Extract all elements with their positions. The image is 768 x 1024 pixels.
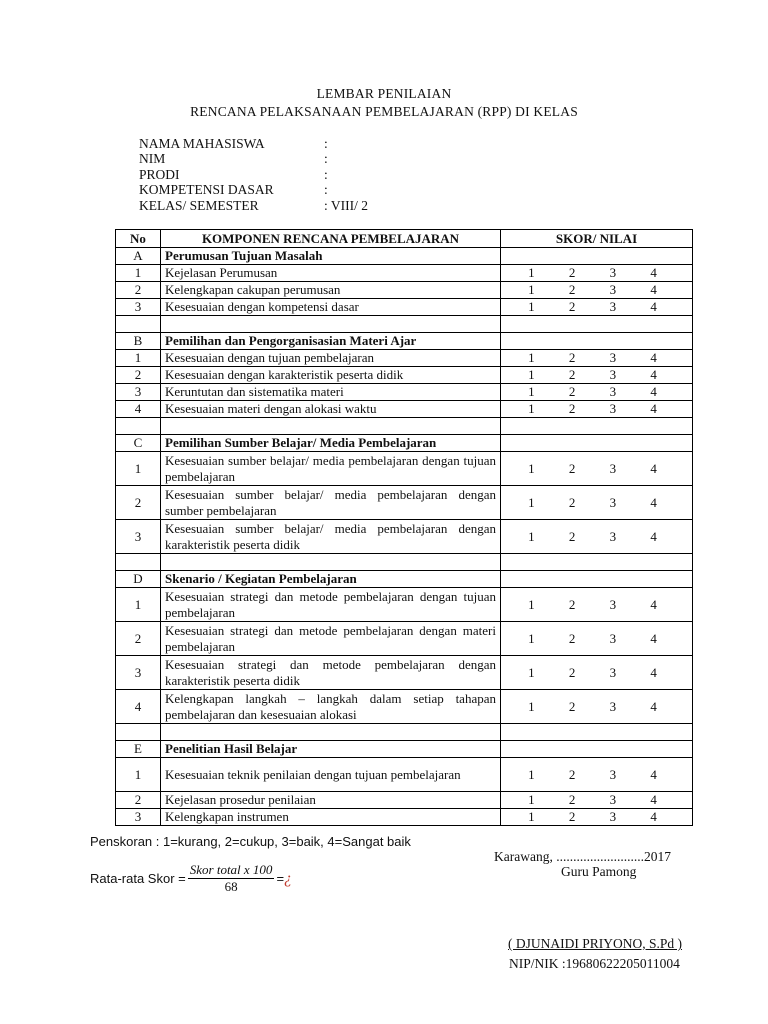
score-cell <box>501 299 693 316</box>
table-row <box>116 401 693 418</box>
row-number: 3 <box>116 809 161 826</box>
score-option[interactable]: 4 <box>650 766 657 782</box>
score-option[interactable]: 1 <box>528 664 535 680</box>
score-option[interactable]: 1 <box>528 698 535 714</box>
score-option[interactable]: 1 <box>528 809 535 824</box>
score-options <box>501 665 692 681</box>
score-option[interactable]: 1 <box>528 350 535 365</box>
blank-cell <box>501 316 693 333</box>
form-subtitle: RENCANA PELAKSANAAN PEMBELAJARAN (RPP) DI KELAS <box>190 104 578 119</box>
score-options <box>501 767 692 783</box>
score-option[interactable]: 2 <box>568 664 576 680</box>
row-number: 2 <box>116 486 161 520</box>
row-number: 1 <box>116 452 161 486</box>
form-title: LEMBAR PENILAIAN <box>316 86 452 101</box>
row-number: 1 <box>116 758 161 792</box>
table-row <box>116 622 693 656</box>
section-row <box>116 435 693 452</box>
score-option[interactable]: 4 <box>650 401 657 416</box>
score-option[interactable]: 1 <box>528 528 535 544</box>
score-options <box>501 529 692 545</box>
blank-cell <box>116 316 161 333</box>
score-option[interactable]: 4 <box>650 350 657 365</box>
student-info <box>139 136 368 213</box>
info-value: : <box>324 166 328 182</box>
score-option[interactable]: 4 <box>650 792 657 807</box>
score-cell <box>501 622 693 656</box>
score-option[interactable]: 4 <box>650 809 657 824</box>
score-option[interactable]: 4 <box>650 265 657 280</box>
score-option[interactable]: 2 <box>568 384 576 399</box>
score-option[interactable]: 2 <box>568 350 576 365</box>
score-options <box>501 282 692 298</box>
score-cell <box>501 452 693 486</box>
row-number: 2 <box>116 367 161 384</box>
score-cell <box>501 350 693 367</box>
info-label: KELAS/ SEMESTER <box>139 197 259 213</box>
table-row <box>116 690 693 724</box>
score-option[interactable]: 3 <box>609 766 617 782</box>
score-options <box>501 461 692 477</box>
score-option[interactable]: 2 <box>568 766 576 782</box>
formula-fraction <box>188 862 275 895</box>
table-row <box>116 656 693 690</box>
score-option[interactable]: 2 <box>568 698 576 714</box>
score-option[interactable]: 1 <box>528 630 535 646</box>
blank-cell <box>116 724 161 741</box>
score-option[interactable]: 2 <box>568 401 576 416</box>
score-option[interactable]: 2 <box>568 494 576 510</box>
score-option[interactable]: 1 <box>528 596 535 612</box>
table-row <box>116 758 693 792</box>
score-option[interactable]: 3 <box>609 401 617 416</box>
score-option[interactable]: 2 <box>568 299 576 314</box>
table-row <box>116 350 693 367</box>
score-option[interactable]: 3 <box>609 265 617 280</box>
score-option[interactable]: 3 <box>609 630 617 646</box>
score-option[interactable]: 2 <box>568 809 576 824</box>
score-option[interactable]: 1 <box>528 494 535 510</box>
component-text: Kesesuaian dengan kompetensi dasar <box>161 299 501 316</box>
average-score-label: Rata-rata Skor = <box>90 871 186 886</box>
score-option[interactable]: 4 <box>650 664 657 680</box>
info-value: : <box>324 182 328 198</box>
table-row <box>116 588 693 622</box>
section-title: Pemilihan dan Pengorganisasian Materi Ajar <box>161 333 501 350</box>
score-option[interactable]: 3 <box>609 792 617 807</box>
score-option[interactable]: 4 <box>650 596 657 612</box>
row-number: A <box>116 248 161 265</box>
component-text: Kesesuaian sumber belajar/ media pembelajaran dengan tujuan pembelajaran <box>161 452 501 486</box>
score-option[interactable]: 2 <box>568 792 576 807</box>
score-option[interactable]: 2 <box>568 460 576 476</box>
table-row <box>116 282 693 299</box>
section-row <box>116 248 693 265</box>
row-number: 3 <box>116 520 161 554</box>
row-number: 2 <box>116 792 161 809</box>
score-options <box>501 299 692 315</box>
score-option[interactable]: 3 <box>609 809 617 824</box>
score-cell <box>501 792 693 809</box>
score-option[interactable]: 1 <box>528 282 535 297</box>
component-text: Kesesuaian dengan karakteristik peserta didik <box>161 367 501 384</box>
info-label: NAMA MAHASISWA <box>139 136 265 151</box>
score-option[interactable]: 4 <box>650 384 657 399</box>
score-option[interactable]: 3 <box>609 367 617 382</box>
row-number: 2 <box>116 282 161 299</box>
blank-cell <box>501 554 693 571</box>
score-option[interactable]: 2 <box>568 282 576 297</box>
info-label: PRODI <box>139 166 180 182</box>
score-cell <box>501 282 693 299</box>
score-option[interactable]: 3 <box>609 460 617 476</box>
blank-cell <box>501 724 693 741</box>
row-number: 1 <box>116 588 161 622</box>
row-number: B <box>116 333 161 350</box>
score-option[interactable]: 4 <box>650 494 657 510</box>
table-row <box>116 299 693 316</box>
blank-cell <box>161 554 501 571</box>
section-row <box>116 571 693 588</box>
row-number: 3 <box>116 384 161 401</box>
table-row <box>116 792 693 809</box>
component-text: Kesesuaian dengan tujuan pembelajaran <box>161 350 501 367</box>
score-option[interactable]: 2 <box>568 367 576 382</box>
component-text: Kesesuaian strategi dan metode pembelajaran dengan tujuan pembelajaran <box>161 588 501 622</box>
score-option[interactable]: 4 <box>650 282 657 297</box>
score-option[interactable]: 1 <box>528 766 535 782</box>
score-option[interactable]: 3 <box>609 596 617 612</box>
score-options <box>501 265 692 281</box>
info-row <box>139 198 368 213</box>
score-option[interactable]: 4 <box>650 630 657 646</box>
table-row <box>116 809 693 826</box>
score-option[interactable]: 1 <box>528 792 535 807</box>
info-row <box>139 167 368 182</box>
row-number: 4 <box>116 690 161 724</box>
info-row <box>139 136 368 151</box>
section-title: Pemilihan Sumber Belajar/ Media Pembelajaran <box>161 435 501 452</box>
score-cell <box>501 520 693 554</box>
place-date: Karawang, ..........................2017 <box>494 849 671 864</box>
score-options <box>501 631 692 647</box>
formula-denominator: 68 <box>224 879 238 894</box>
component-text: Kejelasan Perumusan <box>161 265 501 282</box>
score-option[interactable]: 3 <box>609 528 617 544</box>
signer-nip: NIP/NIK :19680622205011004 <box>509 956 680 971</box>
header-score: SKOR/ NILAI <box>501 230 693 248</box>
score-cell <box>501 690 693 724</box>
score-cell <box>501 588 693 622</box>
blank-row <box>116 316 693 333</box>
info-label: KOMPETENSI DASAR <box>139 182 274 198</box>
score-option[interactable]: 4 <box>650 460 657 476</box>
score-option[interactable]: 3 <box>609 282 617 297</box>
signer-name: ( DJUNAIDI PRIYONO, S.Pd ) <box>508 936 683 951</box>
scoring-legend: Penskoran : 1=kurang, 2=cukup, 3=baik, 4=Sangat baik <box>90 834 411 849</box>
score-options <box>501 350 692 366</box>
formula-equals: = <box>276 871 285 886</box>
row-number: C <box>116 435 161 452</box>
score-cell <box>501 401 693 418</box>
score-cell <box>501 809 693 826</box>
score-options <box>501 367 692 383</box>
score-option[interactable]: 3 <box>609 350 617 365</box>
score-option[interactable]: 2 <box>568 596 576 612</box>
component-text: Kesesuaian strategi dan metode pembelajaran dengan karakteristik peserta didik <box>161 656 501 690</box>
component-text: Kelengkapan langkah – langkah dalam setiap tahapan pembelajaran dan kesesuaian alokasi <box>161 690 501 724</box>
blank-row <box>116 724 693 741</box>
score-option[interactable]: 3 <box>609 384 617 399</box>
average-score-formula <box>90 862 292 895</box>
score-option[interactable]: 3 <box>609 698 617 714</box>
component-text: Kesesuaian strategi dan metode pembelajaran dengan materi pembelajaran <box>161 622 501 656</box>
info-value: : <box>324 136 328 151</box>
table-row <box>116 265 693 282</box>
blank-cell <box>161 724 501 741</box>
row-number: 3 <box>116 656 161 690</box>
score-option[interactable]: 1 <box>528 401 535 416</box>
table-row <box>116 486 693 520</box>
header-component: KOMPONEN RENCANA PEMBELAJARAN <box>161 230 501 248</box>
table-header-row <box>116 230 693 248</box>
score-option[interactable]: 1 <box>528 367 535 382</box>
score-option[interactable]: 4 <box>650 528 657 544</box>
info-row <box>139 182 368 197</box>
score-cell <box>501 486 693 520</box>
row-number: 4 <box>116 401 161 418</box>
component-text: Kejelasan prosedur penilaian <box>161 792 501 809</box>
row-number: 2 <box>116 622 161 656</box>
section-title: Skenario / Kegiatan Pembelajaran <box>161 571 501 588</box>
formula-result: ¿ <box>284 869 293 887</box>
blank-cell <box>501 741 693 758</box>
table-row <box>116 384 693 401</box>
blank-row <box>116 554 693 571</box>
row-number: 1 <box>116 265 161 282</box>
score-options <box>501 384 692 400</box>
info-value: : <box>324 151 328 167</box>
assessment-table <box>115 229 693 826</box>
component-text: Kesesuaian sumber belajar/ media pembelajaran dengan sumber pembelajaran <box>161 486 501 520</box>
score-option[interactable]: 3 <box>609 494 617 510</box>
table-row <box>116 452 693 486</box>
score-cell <box>501 384 693 401</box>
score-option[interactable]: 4 <box>650 698 657 714</box>
section-title: Perumusan Tujuan Masalah <box>161 248 501 265</box>
score-option[interactable]: 4 <box>650 367 657 382</box>
blank-cell <box>161 418 501 435</box>
blank-cell <box>501 248 693 265</box>
section-row <box>116 333 693 350</box>
formula-numerator: Skor total x 100 <box>189 862 273 877</box>
score-cell <box>501 367 693 384</box>
info-row <box>139 151 368 166</box>
component-text: Kesesuaian teknik penilaian dengan tujuan pembelajaran <box>161 758 501 792</box>
score-option[interactable]: 4 <box>650 299 657 314</box>
row-number: 1 <box>116 350 161 367</box>
row-number: 3 <box>116 299 161 316</box>
score-option[interactable]: 3 <box>609 664 617 680</box>
blank-cell <box>116 418 161 435</box>
score-option[interactable]: 3 <box>609 299 617 314</box>
component-text: Kesesuaian materi dengan alokasi waktu <box>161 401 501 418</box>
section-title: Penelitian Hasil Belajar <box>161 741 501 758</box>
row-number: D <box>116 571 161 588</box>
blank-cell <box>116 554 161 571</box>
score-option[interactable]: 1 <box>528 265 535 280</box>
component-text: Kelengkapan cakupan perumusan <box>161 282 501 299</box>
component-text: Kelengkapan instrumen <box>161 809 501 826</box>
score-option[interactable]: 1 <box>528 460 535 476</box>
score-options <box>501 699 692 715</box>
component-text: Kesesuaian sumber belajar/ media pembelajaran dengan karakteristik peserta didik <box>161 520 501 554</box>
score-cell <box>501 265 693 282</box>
blank-cell <box>501 418 693 435</box>
table-row <box>116 367 693 384</box>
score-options <box>501 792 692 808</box>
score-options <box>501 597 692 613</box>
score-option[interactable]: 2 <box>568 265 576 280</box>
score-options <box>501 495 692 511</box>
score-cell <box>501 656 693 690</box>
header-no: No <box>116 230 161 248</box>
score-option[interactable]: 2 <box>568 528 576 544</box>
info-value: : VIII/ 2 <box>324 197 368 213</box>
score-cell <box>501 758 693 792</box>
score-option[interactable]: 1 <box>528 299 535 314</box>
info-label: NIM <box>139 151 166 167</box>
blank-cell <box>501 571 693 588</box>
blank-cell <box>501 435 693 452</box>
table-row <box>116 520 693 554</box>
signer-role: Guru Pamong <box>561 864 637 879</box>
blank-cell <box>501 333 693 350</box>
blank-cell <box>161 316 501 333</box>
row-number: E <box>116 741 161 758</box>
section-row <box>116 741 693 758</box>
score-options <box>501 401 692 417</box>
score-option[interactable]: 1 <box>528 384 535 399</box>
component-text: Keruntutan dan sistematika materi <box>161 384 501 401</box>
score-options <box>501 809 692 825</box>
blank-row <box>116 418 693 435</box>
score-option[interactable]: 2 <box>568 630 576 646</box>
